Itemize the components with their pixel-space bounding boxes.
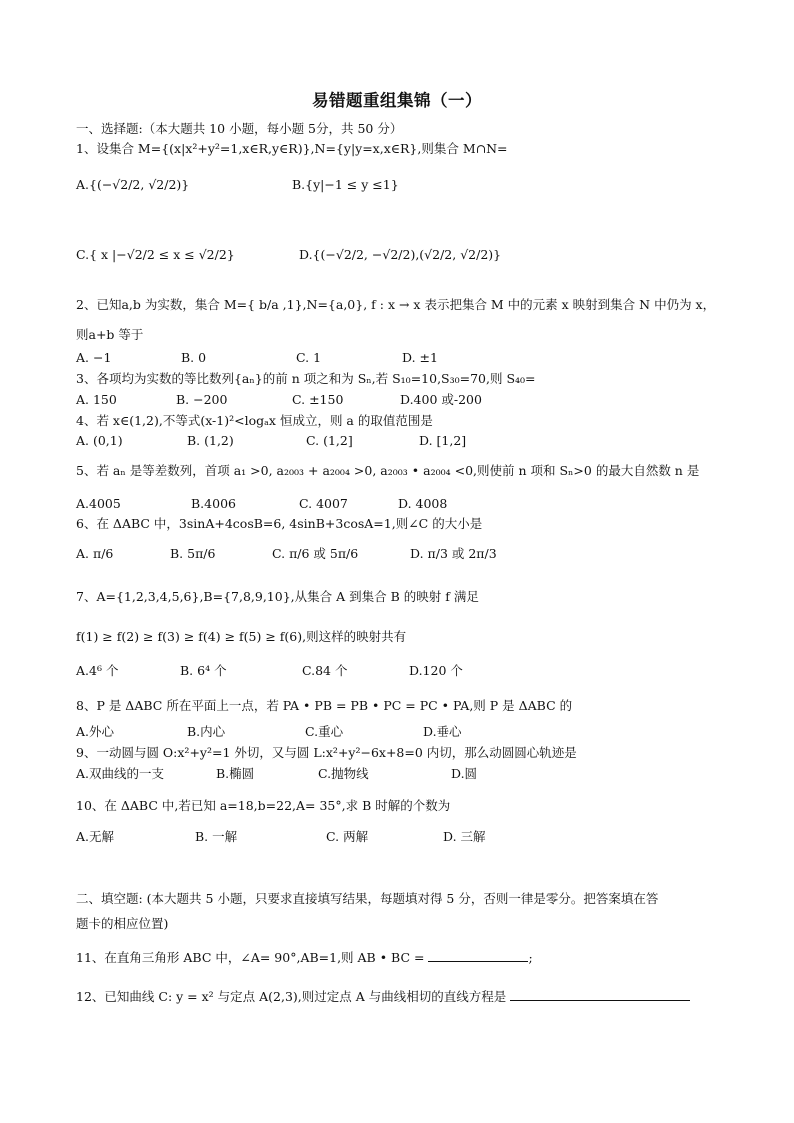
question-7-cont: f(1) ≥ f(2) ≥ f(3) ≥ f(4) ≥ f(5) ≥ f(6),则这样的映射共有 bbox=[76, 629, 407, 644]
question-7: 7、A={1,2,3,4,5,6},B={7,8,9,10},从集合 A 到集合 B 的映射 f 满足 bbox=[76, 589, 479, 604]
question-2-cont: 则a+b 等于 bbox=[76, 327, 144, 342]
q9-option-c: C.抛物线 bbox=[318, 766, 369, 781]
q10-option-d: D. 三解 bbox=[443, 829, 486, 844]
question-10: 10、在 ΔABC 中,若已知 a=18,b=22,A= 35°,求 B 时解的个数为 bbox=[76, 798, 451, 813]
answer-blank-12[interactable] bbox=[510, 988, 690, 1001]
q6-option-d: D. π/3 或 2π/3 bbox=[410, 546, 497, 561]
page-title: 易错题重组集锦（一） bbox=[312, 91, 482, 110]
q8-option-a: A.外心 bbox=[76, 724, 115, 739]
q4-option-a: A. (0,1) bbox=[76, 433, 123, 448]
section-heading-choice: 一、选择题:（本大题共 10 小题，每小题 5分，共 50 分） bbox=[76, 121, 403, 136]
q5-option-d: D. 4008 bbox=[398, 496, 448, 511]
q1-option-c: C.{ x |−√2/2 ≤ x ≤ √2/2} bbox=[76, 247, 235, 262]
q1-option-b: B.{y|−1 ≤ y ≤1} bbox=[292, 177, 399, 192]
q8-option-d: D.垂心 bbox=[423, 724, 462, 739]
question-11 bbox=[76, 949, 533, 966]
q8-option-c: C.重心 bbox=[305, 724, 344, 739]
question-9: 9、一动圆与圆 O:x²+y²=1 外切，又与圆 L:x²+y²−6x+8=0 内切，那么动圆圆心轨迹是 bbox=[76, 745, 577, 760]
q6-option-b: B. 5π/6 bbox=[170, 546, 216, 561]
question-2: 2、已知a,b 为实数，集合 M={ b/a ,1},N={a,0}, f : x → x 表示把集合 M 中的元素 x 映射到集合 N 中仍为 x， bbox=[76, 297, 716, 312]
question-6: 6、在 ΔABC 中，3sinA+4cosB=6, 4sinB+3cosA=1,则∠C 的大小是 bbox=[76, 516, 483, 531]
q1-option-a: A.{(−√2/2, √2/2)} bbox=[76, 177, 190, 192]
question-8: 8、P 是 ΔABC 所在平面上一点，若 PA • PB = PB • PC = PC • PA,则 P 是 ΔABC 的 bbox=[76, 698, 573, 713]
q2-option-d: D. ±1 bbox=[402, 350, 438, 365]
q2-option-b: B. 0 bbox=[181, 350, 207, 365]
q8-option-b: B.内心 bbox=[187, 724, 226, 739]
q10-option-a: A.无解 bbox=[76, 829, 115, 844]
q3-option-b: B. −200 bbox=[176, 392, 228, 407]
q7-option-a: A.4⁶ 个 bbox=[76, 663, 119, 678]
q2-option-c: C. 1 bbox=[296, 350, 322, 365]
q3-option-c: C. ±150 bbox=[292, 392, 344, 407]
section-heading-fill: 二、填空题: (本大题共 5 小题，只要求直接填写结果，每题填对得 5 分，否则一律是零分。把答案填在答 bbox=[76, 891, 659, 906]
q2-option-a: A. −1 bbox=[76, 350, 112, 365]
question-12-text: 12、已知曲线 C: y = x² 与定点 A(2,3),则过定点 A 与曲线相切的直线方程是 bbox=[76, 989, 507, 1004]
q3-option-d: D.400 或-200 bbox=[400, 392, 482, 407]
question-5: 5、若 aₙ 是等差数列，首项 a₁ >0, a₂₀₀₃ + a₂₀₀₄ >0, a₂₀₀₃ • a₂₀₀₄ <0,则使前 n 项和 Sₙ>0 的最大自然数 n 是 bbox=[76, 463, 700, 478]
q5-option-a: A.4005 bbox=[76, 496, 121, 511]
q1-option-d: D.{(−√2/2, −√2/2),(√2/2, √2/2)} bbox=[299, 247, 502, 262]
section-heading-fill-cont: 题卡的相应位置) bbox=[76, 916, 169, 931]
q7-option-c: C.84 个 bbox=[302, 663, 348, 678]
q4-option-c: C. (1,2] bbox=[306, 433, 353, 448]
q9-option-a: A.双曲线的一支 bbox=[76, 766, 165, 781]
q9-option-d: D.圆 bbox=[451, 766, 478, 781]
q4-option-d: D. [1,2] bbox=[419, 433, 467, 448]
answer-blank-11[interactable] bbox=[428, 949, 528, 962]
q6-option-a: A. π/6 bbox=[76, 546, 114, 561]
q9-option-b: B.椭圆 bbox=[216, 766, 255, 781]
q4-option-b: B. (1,2) bbox=[187, 433, 234, 448]
q5-option-b: B.4006 bbox=[191, 496, 236, 511]
q10-option-c: C. 两解 bbox=[326, 829, 369, 844]
question-11-end: ; bbox=[528, 950, 533, 965]
q10-option-b: B. 一解 bbox=[195, 829, 238, 844]
question-1: 1、设集合 M={(x|x²+y²=1,x∈R,y∈R)},N={y|y=x,x∈R},则集合 M∩N= bbox=[76, 141, 508, 156]
q7-option-d: D.120 个 bbox=[409, 663, 463, 678]
q6-option-c: C. π/6 或 5π/6 bbox=[272, 546, 359, 561]
question-4: 4、若 x∈(1,2),不等式(x-1)²<logₐx 恒成立，则 a 的取值范围是 bbox=[76, 413, 433, 428]
question-3: 3、各项均为实数的等比数列{aₙ}的前 n 项之和为 Sₙ,若 S₁₀=10,S₃₀=70,则 S₄₀= bbox=[76, 371, 536, 386]
q7-option-b: B. 6⁴ 个 bbox=[180, 663, 227, 678]
question-12 bbox=[76, 988, 690, 1005]
q5-option-c: C. 4007 bbox=[299, 496, 348, 511]
question-11-text: 11、在直角三角形 ABC 中，∠A= 90°,AB=1,则 AB • BC = bbox=[76, 950, 425, 965]
q3-option-a: A. 150 bbox=[76, 392, 117, 407]
